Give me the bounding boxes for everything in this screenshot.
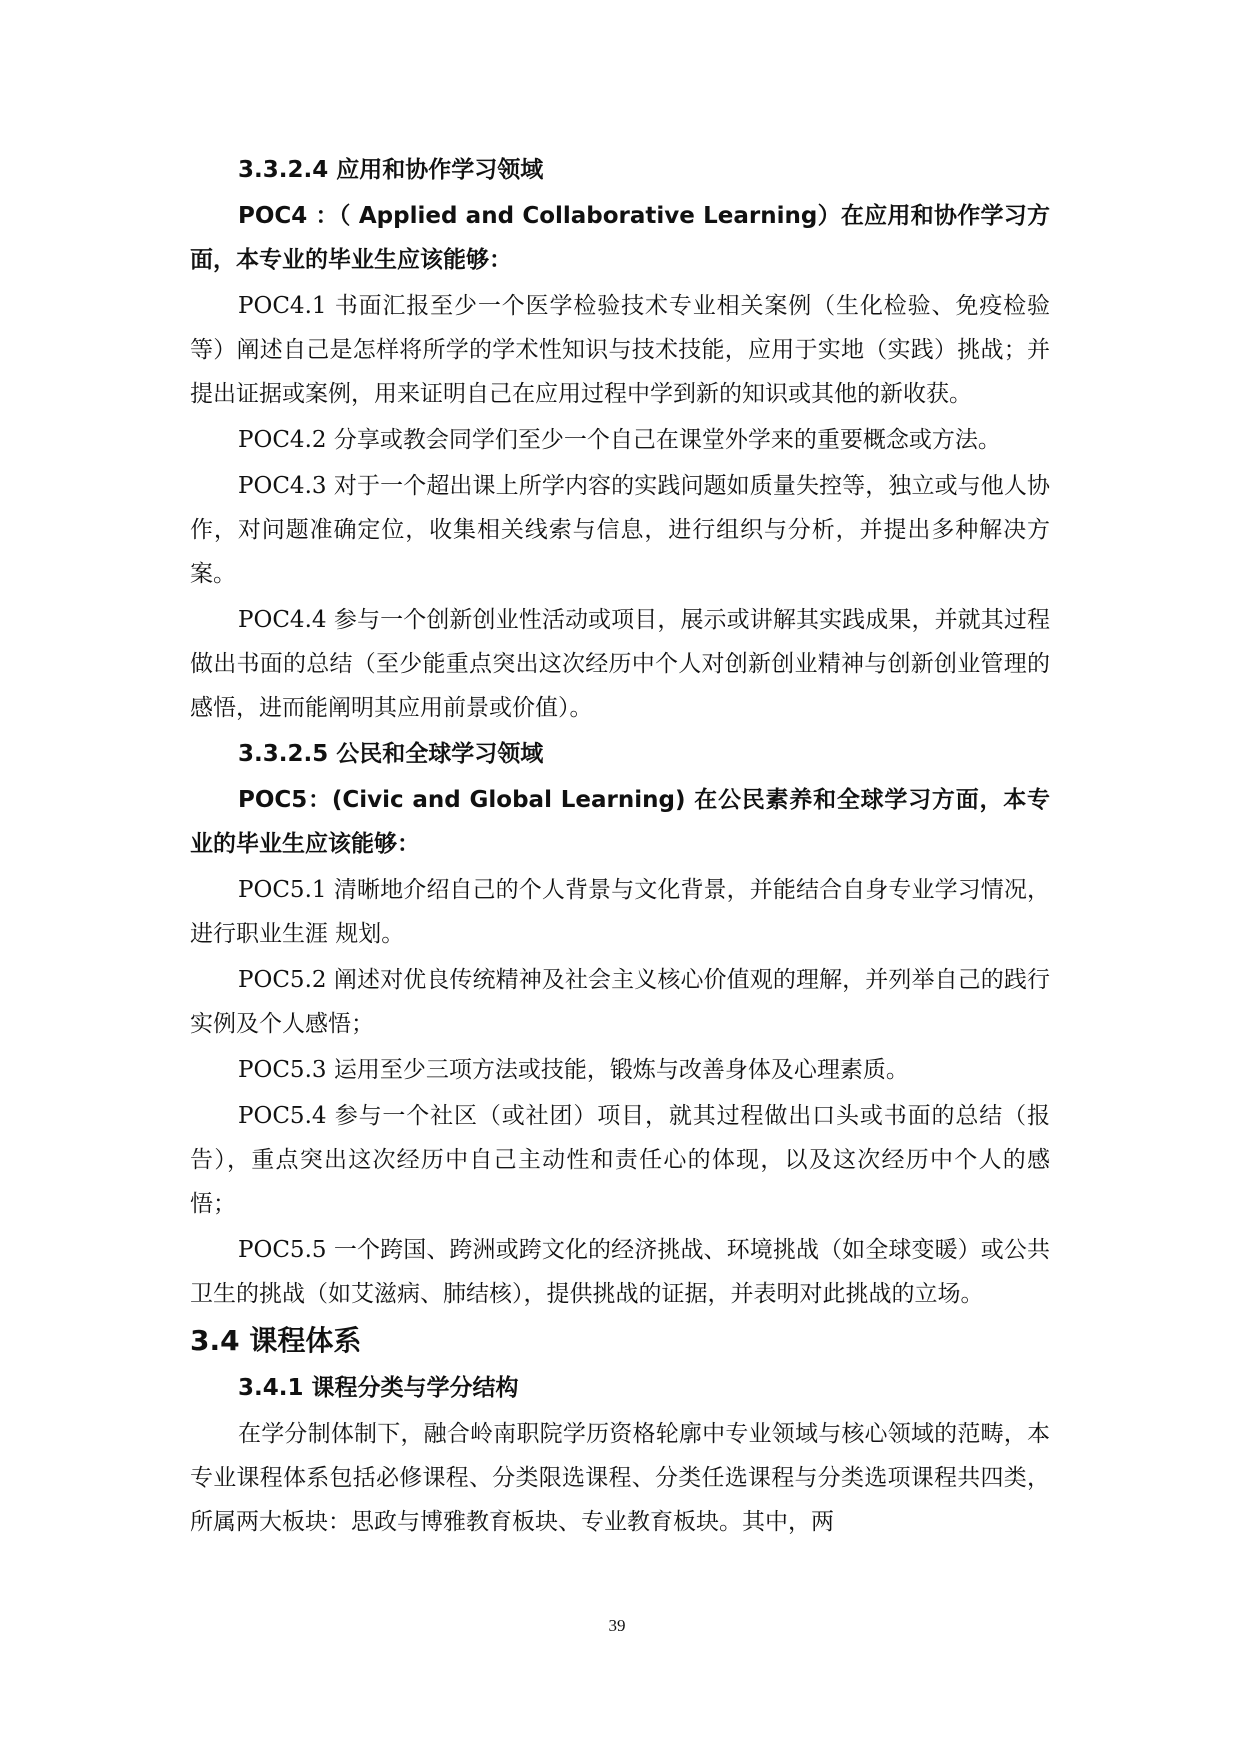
poc5-intro: POC5：(Civic and Global Learning) 在公民素养和全球学习方面，本专业的毕业生应该能够： [190, 787, 1050, 857]
poc5-3: POC5.3 运用至少三项方法或技能，锻炼与改善身体及心理素质。 [238, 1057, 909, 1083]
heading-3-4-1: 3.4.1 课程分类与学分结构 [238, 1375, 519, 1401]
curriculum-paragraph: 在学分制体制下，融合岭南职院学历资格轮廓中专业领域与核心领域的范畴，本专业课程体系包括必修课程、分类限选课程、分类任选课程与分类选项课程共四类，所属两大板块：思政与博雅教育板块、专业教育板块。其中，两 [190, 1421, 1050, 1535]
poc4-intro: POC4 ：（ Applied and Collaborative Learning）在应用和协作学习方面，本专业的毕业生应该能够： [190, 203, 1050, 273]
heading-3-3-2-4: 3.3.2.4 应用和协作学习领域 [238, 157, 544, 183]
heading-3-4: 3.4 课程体系 [190, 1324, 362, 1357]
page-number: 39 [608, 1616, 626, 1635]
poc4-2: POC4.2 分享或教会同学们至少一个自己在课堂外学来的重要概念或方法。 [238, 427, 1001, 453]
poc4-4: POC4.4 参与一个创新创业性活动或项目，展示或讲解其实践成果，并就其过程做出书面的总结（至少能重点突出这次经历中个人对创新创业精神与创新创业管理的感悟，进而能阐明其应用前景或价值）。 [190, 607, 1050, 721]
poc4-1: POC4.1 书面汇报至少一个医学检验技术专业相关案例（生化检验、免疫检验等）阐述自己是怎样将所学的学术性知识与技术技能，应用于实地（实践）挑战；并提出证据或案例，用来证明自己在应用过程中学到新的知识或其他的新收获。 [190, 293, 1050, 407]
poc5-5: POC5.5 一个跨国、跨洲或跨文化的经济挑战、环境挑战（如全球变暖）或公共卫生的挑战（如艾滋病、肺结核），提供挑战的证据，并表明对此挑战的立场。 [190, 1237, 1050, 1307]
heading-3-3-2-5: 3.3.2.5 公民和全球学习领域 [238, 741, 544, 767]
poc5-4: POC5.4 参与一个社区（或社团）项目，就其过程做出口头或书面的总结（报告），重点突出这次经历中自己主动性和责任心的体现，以及这次经历中个人的感悟； [190, 1103, 1050, 1217]
poc5-1: POC5.1 清晰地介绍自己的个人背景与文化背景，并能结合自身专业学习情况，进行职业生涯 规划。 [190, 877, 1050, 947]
poc5-2: POC5.2 阐述对优良传统精神及社会主义核心价值观的理解，并列举自己的践行实例及个人感悟； [190, 967, 1050, 1037]
poc4-3: POC4.3 对于一个超出课上所学内容的实践问题如质量失控等，独立或与他人协作，对问题准确定位，收集相关线索与信息，进行组织与分析，并提出多种解决方案。 [190, 473, 1050, 587]
